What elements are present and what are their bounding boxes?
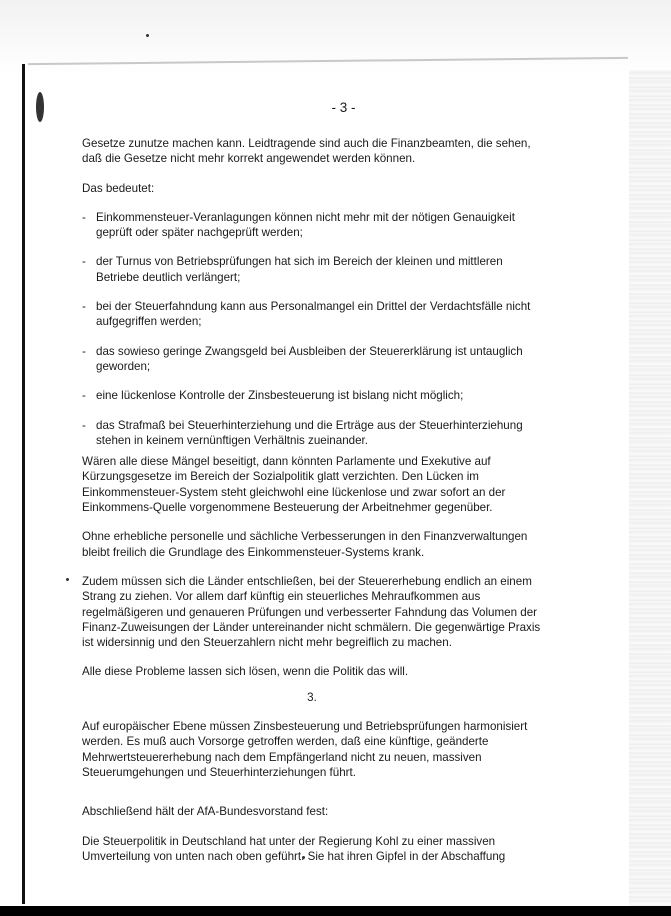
bullet-text: der Turnus von Betriebsprüfungen hat sich im Bereich der kleinen und mittleren Betriebe deutlich verlängert; xyxy=(96,255,503,284)
bullet-text: Einkommensteuer-Veranlagungen können nicht mehr mit der nötigen Genauigkeit geprüft oder später nachgeprüft werden; xyxy=(96,210,515,240)
document-body xyxy=(82,136,542,878)
kohl-paragraph: Die Steuerpolitik in Deutschland hat unter der Regierung Kohl zu einer massiven Umverteilung von unten nach oben geführt. Sie hat ihren Gipfel in der Abschaffung xyxy=(82,834,506,863)
bullet-text: das sowieso geringe Zwangsgeld bei Ausbleiben der Steuererklärung ist untauglich geworden; xyxy=(96,344,523,373)
bullet-dash: - xyxy=(82,418,86,432)
scan-right-noise xyxy=(629,70,671,916)
verbesserungen-paragraph: Ohne erhebliche personelle und sächliche Verbesserungen in den Finanzverwaltungen bleibt freilich die Grundlage des Einkommensteuer-Systems krank. xyxy=(82,530,528,559)
scan-speck xyxy=(66,578,69,581)
bullet-dash: - xyxy=(82,389,86,403)
bullet-item xyxy=(82,344,542,375)
bullet-dash: - xyxy=(82,344,86,358)
das-bedeutet-heading: Das bedeutet: xyxy=(82,181,155,195)
scan-speck xyxy=(146,34,149,37)
europa-paragraph: Auf europäischer Ebene müssen Zinsbesteuerung und Betriebsprüfungen harmonisiert werden. Es muß auch Vorsorge getroffen werden, daß eine künftige, geänderte Mehrwertsteuererhebung nach dem Empfängerland nicht zu neuen, massiven Steuerumgehungen und Steuerhinterziehungen führt. xyxy=(82,720,528,779)
bullet-item xyxy=(82,299,542,330)
bullet-dash: - xyxy=(82,210,86,224)
bullet-dash: - xyxy=(82,255,86,269)
abschliessend-paragraph: Abschließend hält der AfA-Bundesvorstand fest: xyxy=(82,805,329,819)
bullet-item xyxy=(82,418,542,449)
bullet-text: bei der Steuerfahndung kann aus Personalmangel ein Drittel der Verdachtsfälle nicht aufgegriffen werden; xyxy=(96,300,531,329)
bullet-text: eine lückenlose Kontrolle der Zinsbesteuerung ist bislang nicht möglich; xyxy=(96,389,464,403)
bullet-text: das Strafmaß bei Steuerhinterziehung und die Erträge aus der Steuerhinterziehung stehen in keinem vernünftigen Verhältnis zueinander. xyxy=(96,418,523,447)
laender-paragraph: Zudem müssen sich die Länder entschließen, bei der Steuererhebung endlich an einem Strang zu ziehen. Vor allem darf künftig ein steuerliches Mehraufkommen aus regelmäßigeren und genaueren Prüfungen und verbesserter Fahndung das Volumen der Finanz-Zuweisungen der Länder untereinander nicht schmälern. Die gegenwärtige Praxis ist widersinnig und den Steuerzahlern nicht mehr begreiflich zu machen. xyxy=(82,574,541,650)
bullet-item xyxy=(82,210,542,241)
maengel-paragraph: Wären alle diese Mängel beseitigt, dann könnten Parlamente und Exekutive auf Kürzungsgesetze im Bereich der Sozialpolitik glatt verzichten. Den Lücken im Einkommensteuer-System steht gleichwohl eine lückenlose und zwar sofort an der Einkommens-Quelle vorgenommene Besteuerung der Arbeitnehmer gegenüber. xyxy=(82,455,506,515)
bullet-item xyxy=(82,254,542,285)
intro-paragraph: Gesetze zunutze machen kann. Leidtragende sind auch die Finanzbeamten, die sehen, daß die Gesetze nicht mehr korrekt angewendet werden können. xyxy=(82,137,531,166)
bullet-item xyxy=(82,388,542,403)
scan-left-border xyxy=(22,64,25,904)
probleme-paragraph: Alle diese Probleme lassen sich lösen, wenn die Politik das will. xyxy=(82,665,409,679)
bullet-dash: - xyxy=(82,300,86,314)
scan-bottom-border xyxy=(0,906,671,916)
section-number: 3. xyxy=(307,690,317,704)
page-number: - 3 - xyxy=(331,100,356,115)
